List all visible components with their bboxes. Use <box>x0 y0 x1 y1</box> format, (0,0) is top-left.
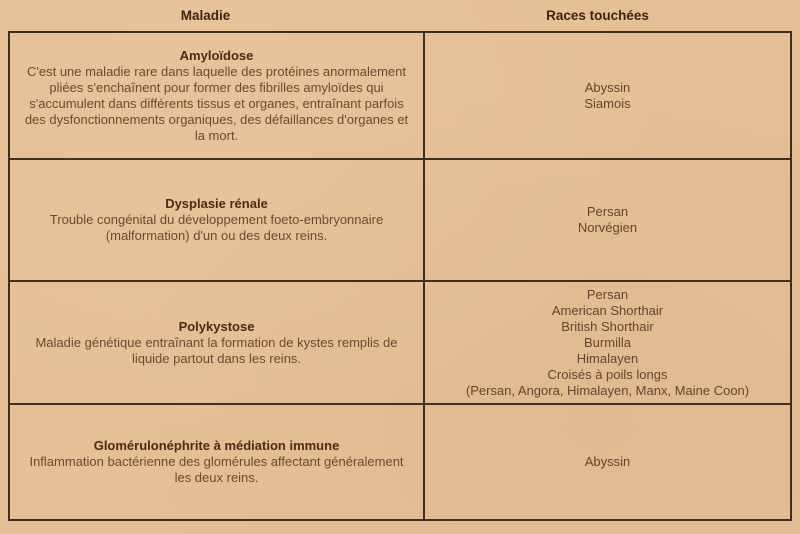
disease-description: Trouble congénital du développement foeto-embryonnaire (malformation) d'un ou des deux reins. <box>49 212 384 243</box>
breed-name: Siamois <box>584 95 631 111</box>
table-row-dysplasie-renale <box>10 158 790 280</box>
breed-name: Persan <box>586 204 629 219</box>
breeds-cell <box>425 33 790 158</box>
table-row-glomerulonephrite <box>10 403 790 519</box>
disease-cell <box>10 160 425 280</box>
disease-title: Glomérulonéphrite à médiation immune <box>93 438 340 453</box>
disease-cell <box>10 405 425 519</box>
breed-name: Abyssin <box>584 79 631 95</box>
breed-name: Croisés à poils longs <box>547 366 668 382</box>
table-header <box>8 0 792 31</box>
table-row-amyloidose <box>10 33 790 158</box>
breed-name: Abyssin <box>584 454 631 469</box>
disease-cell <box>10 33 425 158</box>
breed-name: Norvégien <box>577 220 638 235</box>
column-header-races-touchees: Races touchées <box>546 8 649 23</box>
disease-cell <box>10 282 425 403</box>
breed-name: Persan <box>586 286 629 302</box>
disease-title: Amyloïdose <box>179 47 254 63</box>
breed-name: American Shorthair <box>551 302 664 318</box>
table-row-polykystose <box>10 280 790 403</box>
breed-name: Burmilla <box>584 334 631 350</box>
column-header-maladie: Maladie <box>180 8 231 23</box>
breeds-cell <box>425 282 790 403</box>
disease-description: Maladie génétique entraînant la formation de kystes remplis de liquide partout dans les reins. <box>35 334 398 366</box>
breed-name: British Shorthair <box>561 318 654 334</box>
breed-name: (Persan, Angora, Himalayen, Manx, Maine Coon) <box>465 382 750 398</box>
disease-table <box>8 31 792 521</box>
disease-title: Dysplasie rénale <box>165 196 268 211</box>
breeds-cell <box>425 405 790 519</box>
disease-title: Polykystose <box>178 318 255 334</box>
disease-description: Inflammation bactérienne des glomérules affectant généralement les deux reins. <box>29 454 404 485</box>
breed-name: Himalayen <box>576 350 639 366</box>
breeds-cell <box>425 160 790 280</box>
disease-description: C'est une maladie rare dans laquelle des protéines anormalement pliées s'enchaînent pour former des fibrilles amyloïdes qui s'accumulent dans différents tissus et organes, entraînant parfois des dysfonctionnements organiques, des défaillances d'organes et la mort. <box>24 63 409 143</box>
